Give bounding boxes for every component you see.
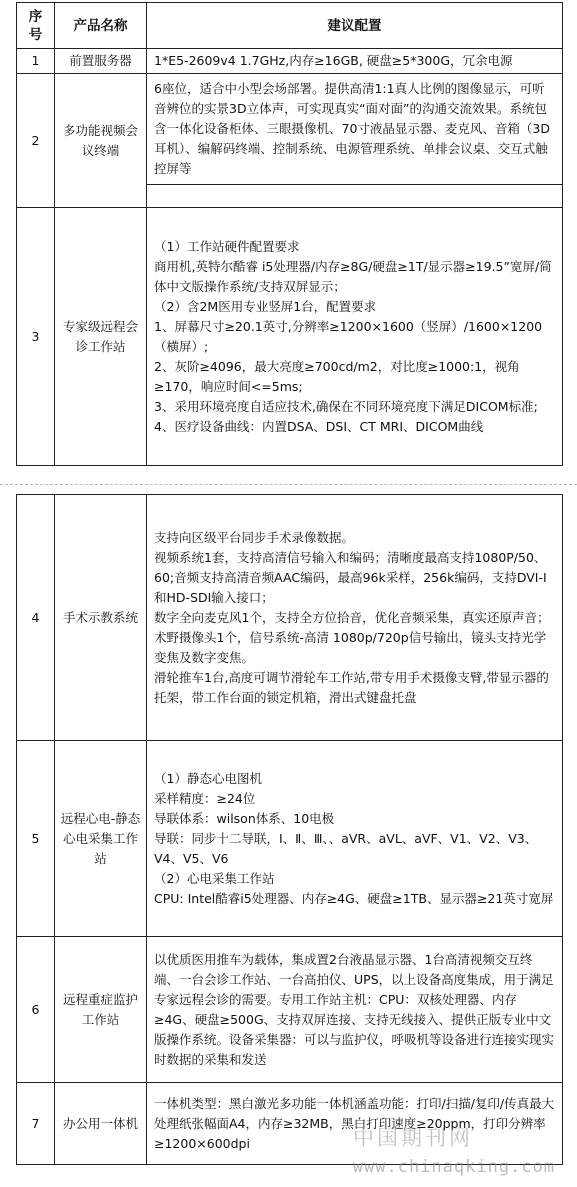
header-name: 产品名称 [55, 3, 147, 49]
table-row [17, 49, 563, 74]
spec-table-page-1 [16, 2, 563, 466]
row-number: 3 [17, 208, 55, 466]
page-break [0, 484, 577, 491]
header-no: 序号 [17, 3, 55, 49]
product-name: 办公用一体机 [55, 1083, 147, 1165]
empty-config-cell [147, 185, 563, 208]
config-text: （1）工作站硬件配置要求 商用机,英特尔酷睿 i5处理器/内存≥8G/硬盘≥1T/显示器≥19.5”宽屏/简体中文版操作系统/支持双屏显示； （2）含2M医用专业竖屏1台，配置要求 1、屏幕尺寸≥20.1英寸,分辨率≥1200×1600（竖屏）/1600×1200（横屏）; 2、灰阶≥4096，最大亮度≥700cd/m2，对比度≥1000:1，视角≥170，响应时间<=5ms; 3、采用环境亮度自适应技术,确保在不同环境亮度下满足DICOM标准; 4、医疗设备曲线：内置DSA、DSI、CT MRI、DICOM曲线 [147, 208, 563, 466]
row-number: 5 [17, 741, 55, 937]
watermark-url: www.chinaqking.com [352, 1157, 555, 1177]
config-text: （1）静态心电图机 采样精度：≥24位 导联体系：wilson体系、10电极 导联：同步十二导联，Ⅰ、Ⅱ、Ⅲ、、aVR、aVL、aVF、V1、V2、V3、V4、V5、V6 （2）心电采集工作站 CPU: Intel酷睿i5处理器、内存≥4G、硬盘≥1TB、显示器≥21英寸宽屏 [147, 741, 563, 937]
header-config: 建议配置 [147, 3, 563, 49]
table-header-row [17, 3, 563, 49]
config-text: 以优质医用推车为载体，集成置2台液晶显示器、1台高清视频交互终端、一台会诊工作站、一台高拍仪、UPS，以上设备高度集成，用于满足专家远程会诊的需要。专用工作站主机：CPU：双核处理器、内存≥4G、硬盘≥500G、支持双屏连接、支持无线接入、提供正版专业中文版操作系统。设备采集器：可以与监护仪，呼吸机等设备进行连接实现实时数据的采集和发送 [147, 937, 563, 1083]
table-row [17, 74, 563, 185]
product-name: 前置服务器 [55, 49, 147, 74]
row-number: 6 [17, 937, 55, 1083]
config-text: 6座位，适合中小型会场部署。提供高清1:1真人比例的图像显示，可听音辨位的实景3D立体声，可实现真实“面对面”的沟通交流效果。系统包含一体化设备柜体、三眼摄像机、70寸液晶显示器、麦克风、音箱（3D耳机）、编解码终端、控制系统、电源管理系统、单排会议桌、交互式触控屏等 [147, 74, 563, 185]
table-row [17, 495, 563, 741]
row-number: 1 [17, 49, 55, 74]
product-name: 专家级远程会诊工作站 [55, 208, 147, 466]
config-text: 1*E5-2609v4 1.7GHz,内存≥16GB, 硬盘≥5*300G，冗余电源 [147, 49, 563, 74]
watermark-text-cn: 中国期刊网 [353, 1126, 473, 1150]
config-text: 一体机类型：黑白激光多功能一体机涵盖功能：打印/扫描/复印/传真最大处理纸张幅面A4，内存≥32MB，黑白打印速度≥20ppm，打印分辨率≥1200×600dpi [147, 1083, 563, 1165]
table-row [17, 937, 563, 1083]
row-number: 2 [17, 74, 55, 208]
config-text: 支持向区级平台同步手术录像数据。 视频系统1套，支持高清信号输入和编码；清晰度最高支持1080P/50、60;音频支持高清音频AAC编码，最高96k采样，256k编码，支持DVI-I和HD-SDI输入接口； 数字全向麦克风1个，支持全方位拾音，优化音频采集，真实还原声音； 术野摄像头1个，信号系统-高清 1080p/720p信号输出，镜头支持光学变焦及数字变焦。 滑轮推车1台,高度可调节滑轮车工作站,带专用手术摄像支臂,带显示器的托架，带工作台面的锁定机箱，滑出式键盘托盘 [147, 495, 563, 741]
product-name: 远程心电-静态心电采集工作站 [55, 741, 147, 937]
table-row [17, 741, 563, 937]
row-number: 4 [17, 495, 55, 741]
spec-table-page-2 [16, 494, 563, 1165]
table-row [17, 1083, 563, 1165]
row-number: 7 [17, 1083, 55, 1165]
product-name: 手术示教系统 [55, 495, 147, 741]
table-row [17, 208, 563, 466]
product-name: 多功能视频会议终端 [55, 74, 147, 208]
product-name: 远程重症监护工作站 [55, 937, 147, 1083]
